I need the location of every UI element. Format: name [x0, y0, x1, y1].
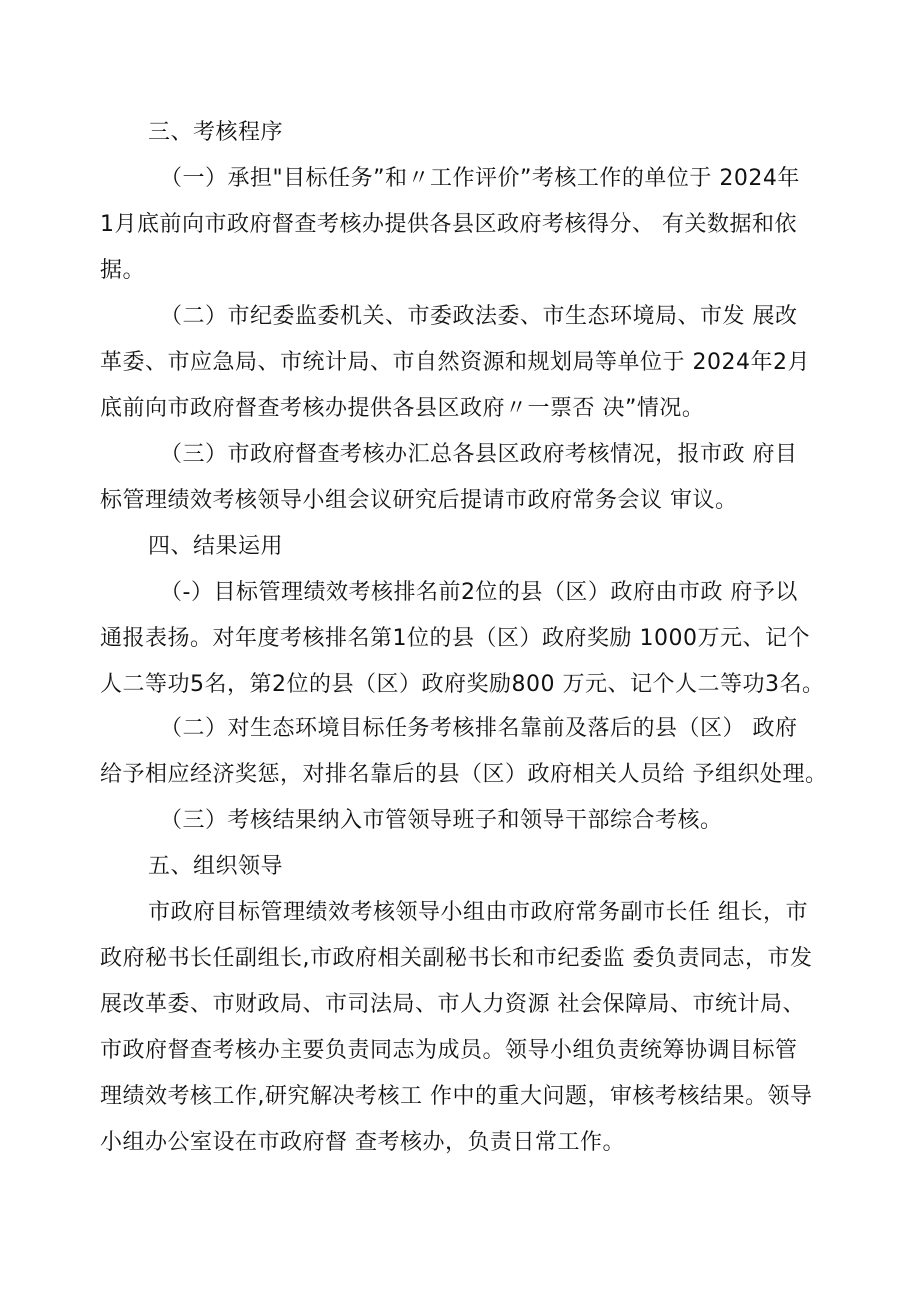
- paragraph-line: （三）市政府督查考核办汇总各县区政府考核情况，报市政 府目: [160, 442, 798, 467]
- paragraph-line: 革委、市应急局、市统计局、市自然资源和规划局等单位于 2024年2月: [100, 350, 810, 375]
- paragraph-line: （二）对生态环境目标任务考核排名靠前及落后的县（区） 政府: [160, 716, 798, 741]
- paragraph-line: （-）目标管理绩效考核排名前2位的县（区）政府由市政 府予以: [160, 580, 798, 605]
- heading-organization-leadership: 五、组织领导: [148, 854, 284, 879]
- paragraph-line: 底前向市政府督查考核办提供各县区政府〃一票否 决”情况。: [100, 396, 705, 421]
- paragraph-line: 1月底前向市政府督查考核办提供各县区政府考核得分、 有关数据和依: [100, 212, 797, 237]
- paragraph-line: 小组办公室设在市政府督 查考核办，负责日常工作。: [100, 1130, 625, 1155]
- paragraph-line: 市政府目标管理绩效考核领导小组由市政府常务副市长任 组长，市: [148, 900, 808, 925]
- paragraph-line: （二）市纪委监委机关、市委政法委、市生态环境局、市发 展改: [160, 304, 798, 329]
- paragraph-line: 标管理绩效考核领导小组会议研究后提请市政府常务会议 审议。: [100, 488, 738, 513]
- paragraph-line: 理绩效考核工作,研究解决考核工 作中的重大问题，审核考核结果。领导: [100, 1084, 813, 1109]
- paragraph-line: 通报表扬。对年度考核排名第1位的县（区）政府奖励 1000万元、记个: [100, 626, 810, 651]
- paragraph-line: 市政府督查考核办主要负责同志为成员。领导小组负责统筹协调目标管: [100, 1038, 798, 1063]
- paragraph-line: （一）承担"目标任务”和〃工作评价”考核工作的单位于 2024年: [160, 166, 800, 191]
- heading-results-application: 四、结果运用: [148, 534, 284, 559]
- paragraph-line: 展改革委、市财政局、市司法局、市人力资源 社会保障局、市统计局、: [100, 992, 805, 1017]
- paragraph-line: 人二等功5名，第2位的县（区）政府奖励800 万元、记个人二等功3名。: [100, 672, 825, 697]
- paragraph-line: 给予相应经济奖惩，对排名靠后的县（区）政府相关人员给 予组织处理。: [100, 762, 828, 787]
- heading-assessment-procedure: 三、考核程序: [148, 120, 284, 145]
- paragraph-line: 据。: [100, 258, 146, 283]
- paragraph-line: 政府秘书长任副组长,市政府相关副秘书长和市纪委监 委负责同志，市发: [100, 946, 813, 971]
- paragraph-line: （三）考核结果纳入市管领导班子和领导干部综合考核。: [160, 808, 723, 833]
